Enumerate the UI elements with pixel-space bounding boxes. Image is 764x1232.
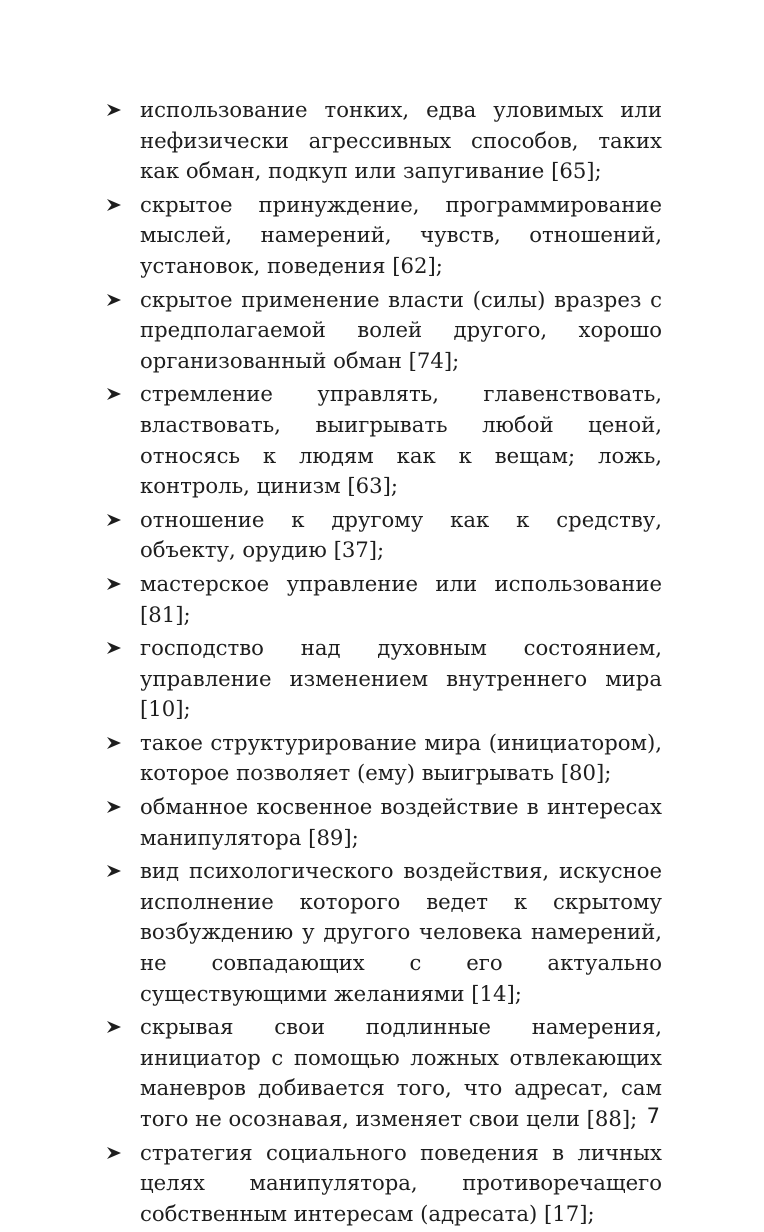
list-item — [106, 505, 662, 566]
arrowhead-bullet-icon — [106, 293, 122, 307]
page-number: 7 — [646, 1104, 660, 1128]
arrowhead-bullet-icon — [106, 198, 122, 212]
arrowhead-bullet-icon — [106, 513, 122, 527]
list-item-text: скрывая свои подлинные намерения, инициатор с помощью ложных отвлекающих маневров добивается того, что адресат, сам того не осознавая, изменяет свои цели [88]; — [140, 1014, 662, 1131]
arrowhead-bullet-icon — [106, 864, 122, 878]
list-item — [106, 633, 662, 725]
list-item — [106, 792, 662, 853]
list-item — [106, 728, 662, 789]
list-item — [106, 1138, 662, 1230]
list-item — [106, 1012, 662, 1134]
list-item-text: господство над духовным состоянием, управление изменением внутреннего мира [10]; — [140, 635, 662, 722]
list-item — [106, 190, 662, 282]
list-item-text: такое структурирование мира (инициатором), которое позволяет (ему) выигрывать [80]; — [140, 729, 662, 786]
arrowhead-bullet-icon — [106, 1020, 122, 1034]
arrowhead-bullet-icon — [106, 800, 122, 814]
arrowhead-bullet-icon — [106, 387, 122, 401]
list-item-text: вид психологического воздействия, искусное исполнение которого ведет к скрытому возбуждению у другого человека намерений, не совпадающих с его актуально существующими желаниями [14]; — [140, 858, 662, 1006]
list-item — [106, 856, 662, 1009]
arrowhead-bullet-icon — [106, 1146, 122, 1160]
arrowhead-bullet-icon — [106, 577, 122, 591]
list-item — [106, 569, 662, 630]
list-item — [106, 95, 662, 187]
list-item — [106, 379, 662, 501]
arrowhead-bullet-icon — [106, 641, 122, 655]
list-item-text: отношение к другому как к средству, объекту, орудию [37]; — [140, 506, 662, 563]
list-item-text: стратегия социального поведения в личных целях манипулятора, противоречащего собственным интересам (адресата) [17]; — [140, 1139, 662, 1226]
arrowhead-bullet-icon — [106, 736, 122, 750]
arrowhead-bullet-icon — [106, 103, 122, 117]
list-item-text: обманное косвенное воздействие в интересах манипулятора [89]; — [140, 794, 662, 850]
definition-list — [106, 95, 662, 1232]
list-item-text: скрытое принуждение, программирование мыслей, намерений, чувств, отношений, установок, поведения [62]; — [140, 191, 662, 278]
list-item-text: использование тонких, едва уловимых или нефизически агрессивных способов, таких как обман, подкуп или запугивание [65]; — [140, 97, 662, 184]
list-item-text: стремление управлять, главенствовать, властвовать, выигрывать любой ценой, относясь к людям как к вещам; ложь, контроль, цинизм [63]; — [140, 381, 662, 499]
list-item — [106, 285, 662, 377]
list-item-text: скрытое применение власти (силы) вразрез с предполагаемой волей другого, хорошо организованный обман [74]; — [140, 286, 662, 373]
list-item-text: мастерское управление или использование [81]; — [140, 570, 662, 627]
